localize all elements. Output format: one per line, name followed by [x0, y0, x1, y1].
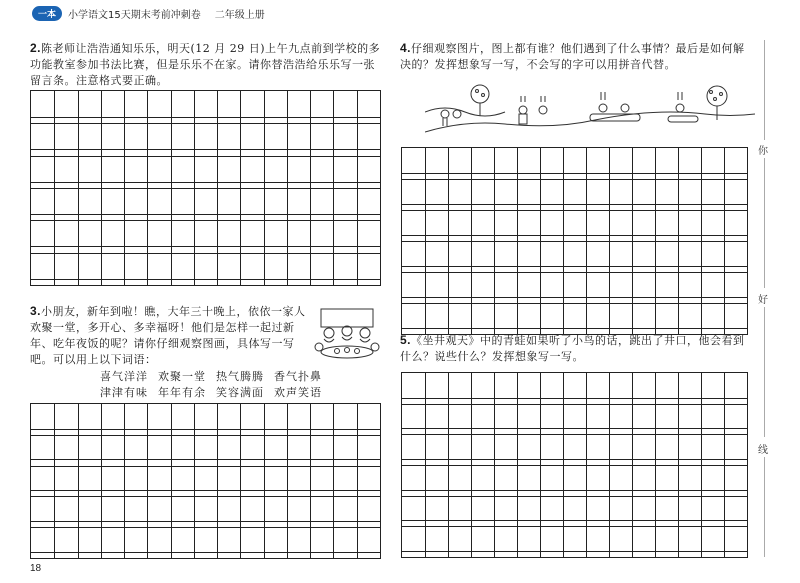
grid-column-line: [171, 404, 172, 558]
grid-row-line: [31, 279, 380, 280]
grid-row-line: [402, 210, 747, 211]
rabbit-story-illustration: [425, 82, 755, 137]
writing-grid-q5[interactable]: [401, 372, 748, 558]
writing-grid-q2[interactable]: [30, 90, 381, 286]
grid-row-line: [31, 246, 380, 247]
grid-column-line: [124, 404, 125, 558]
grid-row-line: [402, 398, 747, 399]
phrase: 津津有味: [100, 386, 148, 399]
grid-row-line: [31, 435, 380, 436]
page-number: 18: [30, 563, 42, 574]
grid-row-line: [402, 272, 747, 273]
grid-row-line: [402, 520, 747, 521]
book-title: 小学语文15天期末考前冲刺卷: [68, 9, 201, 21]
grid-column-line: [240, 404, 241, 558]
grid-row-line: [31, 527, 380, 528]
question-4: [400, 40, 752, 73]
grid-column-line: [54, 404, 55, 558]
series-badge: 一本: [32, 6, 62, 21]
grid-row-line: [402, 434, 747, 435]
grid-row-line: [402, 404, 747, 405]
grid-column-line: [147, 404, 148, 558]
binding-line: [764, 40, 765, 140]
grid-row-line: [402, 173, 747, 174]
phrase: 笑容满面: [216, 386, 264, 399]
grid-row-line: [402, 179, 747, 180]
phrase: 香气扑鼻: [274, 370, 322, 383]
binding-line: [764, 457, 765, 557]
phrase: 欢声笑语: [274, 386, 322, 399]
question-text: 《坐井观天》中的青蛙如果听了小鸟的话，跳出了井口，他会看到什么？说些什么？发挥想象写一写。: [400, 334, 745, 363]
binding-margin-char: 好: [758, 295, 768, 306]
phrase: 热气腾腾: [216, 370, 264, 383]
binding-line: [764, 307, 765, 437]
grid-column-line: [310, 404, 311, 558]
page-header: [32, 5, 265, 21]
phrase: 欢聚一堂: [158, 370, 206, 383]
question-3: [30, 303, 312, 368]
grid-column-line: [78, 404, 79, 558]
question-text: 陈老师让浩浩通知乐乐，明天(12 月 29 日)上午九点前到学校的多功能教室参加书法比赛，但是乐乐不在家。请你替浩浩给乐乐写一张留言条。注意格式要正确。: [30, 42, 381, 87]
binding-margin-char: 线: [758, 445, 768, 456]
grid-row-line: [402, 459, 747, 460]
question-number: 2.: [30, 41, 42, 55]
question-2: [30, 40, 382, 89]
grid-row-line: [31, 149, 380, 150]
writing-grid-q3[interactable]: [30, 403, 381, 559]
grid-column-line: [264, 404, 265, 558]
grid-row-line: [31, 552, 380, 553]
question-number: 3.: [30, 304, 42, 318]
grid-row-line: [402, 551, 747, 552]
grid-row-line: [31, 253, 380, 254]
grid-row-line: [31, 188, 380, 189]
grid-row-line: [402, 241, 747, 242]
grid-row-line: [402, 328, 747, 329]
grid-row-line: [402, 297, 747, 298]
grid-row-line: [31, 490, 380, 491]
grid-row-line: [31, 496, 380, 497]
grid-row-line: [402, 303, 747, 304]
grid-row-line: [402, 526, 747, 527]
question-5: [400, 332, 752, 365]
grid-row-line: [31, 466, 380, 467]
grid-row-line: [402, 204, 747, 205]
grid-column-line: [194, 404, 195, 558]
phrase: 年年有余: [158, 386, 206, 399]
grid-row-line: [402, 428, 747, 429]
question-number: 4.: [400, 41, 412, 55]
grid-row-line: [402, 465, 747, 466]
binding-line: [764, 158, 765, 288]
grid-column-line: [287, 404, 288, 558]
grid-row-line: [31, 220, 380, 221]
grid-row-line: [31, 156, 380, 157]
grid-column-line: [333, 404, 334, 558]
family-dinner-illustration: [313, 305, 381, 367]
grid-row-line: [31, 521, 380, 522]
grid-row-line: [402, 496, 747, 497]
grid-row-line: [31, 117, 380, 118]
writing-grid-q4[interactable]: [401, 147, 748, 335]
grade-label: 二年级上册: [214, 9, 265, 21]
question-text: 小朋友，新年到啦！瞧，大年三十晚上，依依一家人欢聚一堂，多开心、多幸福呀！他们是怎样一起过新年、吃年夜饭的呢？请你仔细观察图画，具体写一写吧。可以用上以下词语：: [30, 305, 306, 366]
grid-row-line: [402, 266, 747, 267]
question-number: 5.: [400, 333, 412, 347]
grid-row-line: [31, 429, 380, 430]
question-text: 仔细观察图片，图上都有谁？他们遇到了什么事情？最后是如何解决的？发挥想象写一写，不会写的字可以用拼音代替。: [400, 42, 745, 71]
grid-row-line: [31, 123, 380, 124]
binding-margin-char: 你: [758, 146, 768, 157]
grid-row-line: [31, 459, 380, 460]
grid-column-line: [217, 404, 218, 558]
grid-row-line: [31, 182, 380, 183]
grid-row-line: [31, 214, 380, 215]
grid-column-line: [101, 404, 102, 558]
phrase-list: [100, 369, 360, 401]
grid-row-line: [402, 490, 747, 491]
grid-column-line: [357, 404, 358, 558]
phrase: 喜气洋洋: [100, 370, 148, 383]
grid-row-line: [402, 235, 747, 236]
